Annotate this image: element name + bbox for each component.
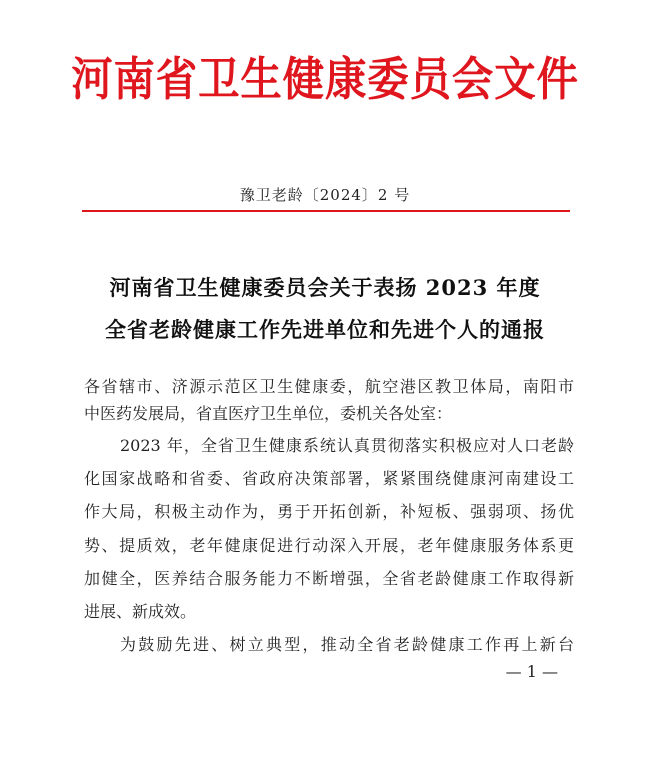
- paragraph-2-line-1: 为鼓励先进、树立典型，推动全省老龄健康工作再上新台: [120, 635, 574, 654]
- paragraph-1-line-4: 势、提质效，老年健康促进行动深入开展，老年健康服务体系更: [84, 536, 574, 555]
- paragraph-1-line-3: 作大局，积极主动作为，勇于开拓创新，补短板、强弱项、扬优: [84, 502, 574, 521]
- document-number: 豫卫老龄〔2024〕2 号: [239, 186, 411, 204]
- page-number: — 1 —: [505, 662, 558, 681]
- red-divider-rule: [82, 210, 570, 212]
- notice-title-line-2: 全省老龄健康工作先进单位和先进个人的通报: [105, 317, 545, 342]
- paragraph-1-line-5: 加健全，医养结合服务能力不断增强，全省老龄健康工作取得新: [84, 569, 574, 588]
- recipients-line-1: 各省辖市、济源示范区卫生健康委，航空港区教卫体局，南阳市: [84, 377, 574, 396]
- paragraph-1-line-1: 2023 年，全省卫生健康系统认真贯彻落实积极应对人口老龄: [120, 436, 574, 455]
- red-header-title: 河南省卫生健康委员会文件: [71, 52, 579, 106]
- paragraph-1-line-6: 进展、新成效。: [84, 602, 197, 621]
- recipients-line-2: 中医药发展局，省直医疗卫生单位，委机关各处室：: [84, 404, 453, 423]
- notice-title-line-1: 河南省卫生健康委员会关于表扬 2023 年度: [109, 275, 541, 300]
- paragraph-1-line-2: 化国家战略和省委、省政府决策部署，紧紧围绕健康河南建设工: [84, 469, 574, 488]
